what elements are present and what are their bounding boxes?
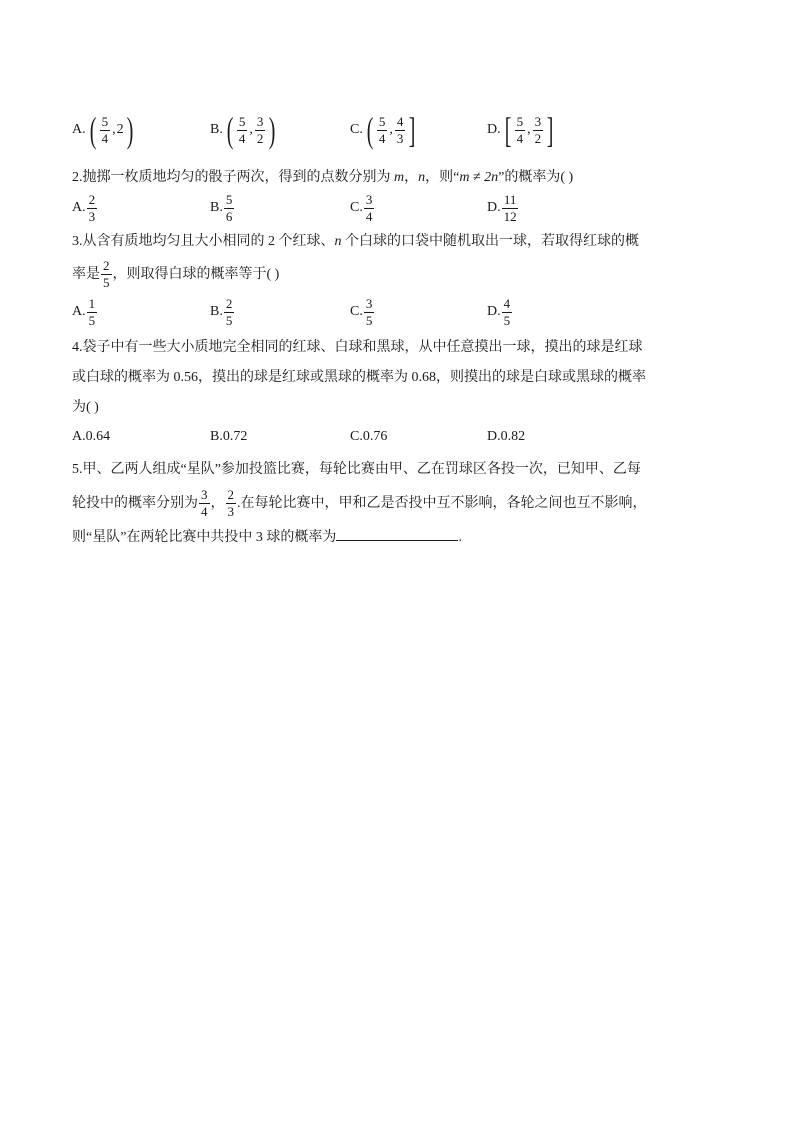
q1-option-d: D. [ $\frac{5}{4}$ , $\frac{3}{2}$ ] — [487, 112, 556, 148]
fraction: $\frac{5}{6}$ — [225, 191, 233, 224]
fraction: $\frac{3}{5}$ — [365, 295, 373, 328]
q2-option-a: A. $\frac{2}{3}$ — [72, 191, 96, 224]
q1-a-interval: ( $\frac{5}{4}$ , 2 ) — [89, 110, 133, 150]
fraction: $\frac{4}{3}$ — [396, 113, 404, 146]
q2-condition: m ≠ 2n — [459, 170, 499, 185]
q1-b-interval: ( $\frac{5}{4}$ , $\frac{3}{2}$ ) — [226, 110, 276, 150]
q5-stem-line1: 5.甲、乙两人组成“星队”参加投篮比赛，每轮比赛由甲、乙在罚球区各投一次，已知甲、乙每 — [72, 462, 641, 477]
q1-option-b: B. ( $\frac{5}{4}$ , $\frac{3}{2}$ ) — [210, 112, 350, 148]
fraction: $\frac{5}{4}$ — [238, 113, 246, 146]
problem-sheet — [72, 108, 722, 551]
fraction: $\frac{3}{4}$ — [201, 487, 208, 520]
fraction: $\frac{5}{4}$ — [101, 113, 109, 146]
q1-c-interval: ( $\frac{5}{4}$ , $\frac{4}{3}$ ] — [366, 110, 416, 150]
q2-option-b: B. $\frac{5}{6}$ — [210, 191, 233, 224]
q2-options — [72, 191, 722, 225]
q1-option-a: A. ( $\frac{5}{4}$ , 2 ) — [72, 112, 210, 148]
q4-option-c: C.0.76 — [350, 429, 388, 444]
q3-options — [72, 295, 722, 329]
fraction: $\frac{5}{4}$ — [516, 113, 524, 146]
q1-option-c: C. ( $\frac{5}{4}$ , $\frac{4}{3}$ ] — [350, 112, 487, 148]
fraction: $\frac{3}{2}$ — [256, 113, 264, 146]
q5-stem-line2: 轮投中的概率分别为 $\frac{3}{4}$ ， $\frac{2}{3}$ .在每轮比赛中，甲和乙是否投中互不影响，各轮之间也互不影响， — [72, 487, 647, 520]
q4-option-d: D.0.82 — [487, 429, 526, 444]
q4-stem-line3: 为( ) — [72, 400, 99, 415]
q2-stem: 2.抛掷一枚质地均匀的骰子两次，得到的点数分别为 m，n，则“m ≠ 2n”的概率为( ) — [72, 170, 574, 185]
fraction: $\frac{3}{4}$ — [365, 191, 373, 224]
fraction: $\frac{3}{2}$ — [534, 113, 542, 146]
q4-stem-line2: 或白球的概率为 0.56，摸出的球是红球或黑球的概率为 0.68，则摸出的球是白球或黑球的概率 — [72, 370, 646, 385]
fraction: $\frac{2}{3}$ — [88, 191, 96, 224]
fraction: $\frac{4}{5}$ — [503, 295, 511, 328]
fraction: $\frac{2}{3}$ — [227, 487, 234, 520]
q3-option-a: A. $\frac{1}{5}$ — [72, 295, 96, 328]
q2-option-d: D. $\frac{11}{12}$ — [487, 191, 517, 224]
q2-option-c: C. $\frac{3}{4}$ — [350, 191, 373, 224]
q1-options — [72, 108, 722, 152]
answer-blank[interactable] — [336, 526, 458, 541]
q4-options — [72, 423, 722, 451]
q4-stem-line1: 4.袋子中有一些大小质地完全相同的红球、白球和黑球，从中任意摸出一球，摸出的球是红球 — [72, 340, 643, 355]
fraction: $\frac{2}{5}$ — [225, 295, 233, 328]
q5-stem-line3: 则“星队”在两轮比赛中共投中 3 球的概率为 . — [72, 525, 722, 551]
q3-stem-line2: 率是 $\frac{2}{5}$ ，则取得白球的概率等于( ) — [72, 258, 280, 291]
q3-stem-line1: 3.从含有质地均匀且大小相同的 2 个红球、n 个白球的口袋中随机取出一球，若取得红球的概 — [72, 234, 639, 249]
fraction: $\frac{1}{5}$ — [88, 295, 96, 328]
q3-option-d: D. $\frac{4}{5}$ — [487, 295, 511, 328]
q3-option-b: B. $\frac{2}{5}$ — [210, 295, 233, 328]
fraction: $\frac{2}{5}$ — [103, 258, 110, 291]
fraction: $\frac{11}{12}$ — [503, 191, 517, 224]
q4-option-b: B.0.72 — [210, 429, 248, 444]
q1-d-interval: [ $\frac{5}{4}$ , $\frac{3}{2}$ ] — [504, 110, 554, 150]
fraction: $\frac{5}{4}$ — [378, 113, 386, 146]
q4-option-a: A.0.64 — [72, 429, 111, 444]
q3-option-c: C. $\frac{3}{5}$ — [350, 295, 373, 328]
